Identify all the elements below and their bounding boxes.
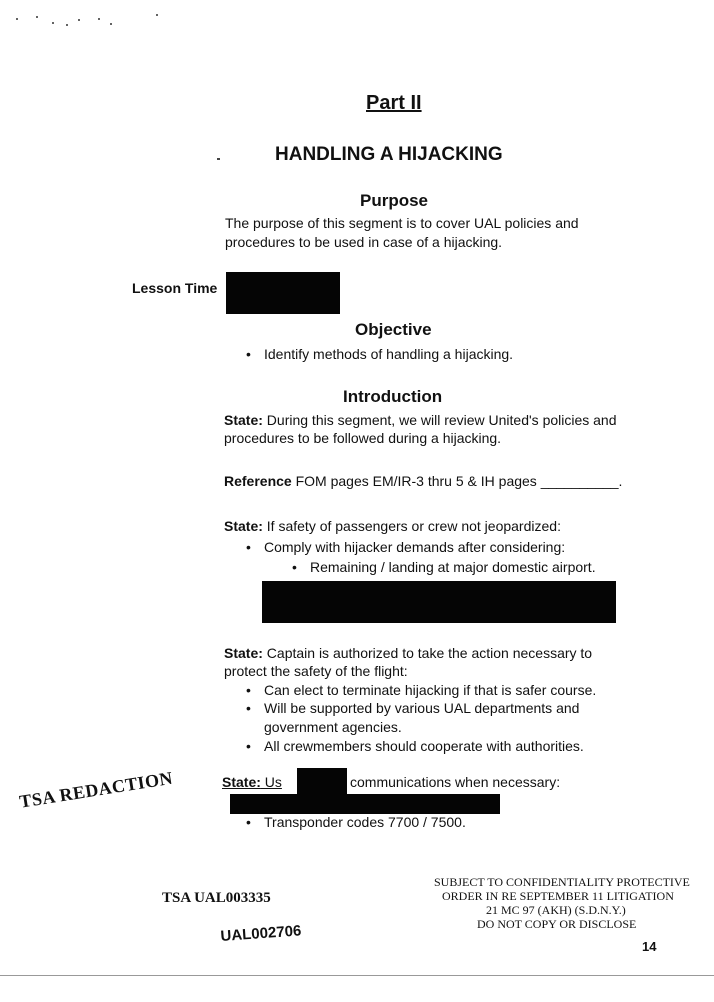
- state-label: State:: [224, 412, 263, 428]
- state-safety-line: [224, 518, 561, 534]
- bullet-dot-icon: •: [246, 700, 251, 716]
- introduction-heading: Introduction: [343, 387, 443, 406]
- lesson-time-redaction: [226, 272, 340, 314]
- captain-bullet-2-text: Will be supported by various UAL departments and: [264, 700, 580, 716]
- comply-bullet-text: Comply with hijacker demands after considering:: [264, 539, 566, 555]
- stray-mark: [217, 158, 220, 160]
- tsa-id-stamp: TSA UAL003335: [162, 890, 271, 906]
- scan-edge-line: [0, 975, 714, 976]
- reference-text: FOM pages EM/IR-3 thru 5 & IH pages __________.: [295, 473, 623, 489]
- state-captain-text: Captain is authorized to take the action necessary to: [262, 645, 593, 661]
- objective-heading: Objective: [355, 320, 432, 339]
- confidentiality-line-2: ORDER IN RE SEPTEMBER 11 LITIGATION: [442, 889, 674, 903]
- state-captain-line-2: protect the safety of the flight:: [224, 663, 408, 679]
- bullet-dot-icon: •: [246, 682, 251, 698]
- objective-bullet: [246, 346, 513, 362]
- captain-bullet-1: [246, 682, 596, 698]
- captain-bullet-2: [246, 700, 579, 716]
- reference-label: Reference: [224, 473, 292, 489]
- introduction-line-1: [224, 412, 617, 428]
- state-label: State:: [224, 518, 263, 534]
- bullet-dot-icon: •: [246, 814, 251, 830]
- part-title: Part II: [366, 92, 422, 114]
- ual-id-stamp: UAL002706: [220, 922, 302, 945]
- bullet-dot-icon: •: [246, 346, 251, 362]
- comm-inline-redaction: [297, 768, 347, 794]
- remaining-subbullet: [292, 559, 596, 575]
- comm-line-redaction: [230, 794, 500, 814]
- bullet-dot-icon: •: [246, 738, 251, 754]
- confidentiality-line-4: DO NOT COPY OR DISCLOSE: [477, 917, 637, 931]
- bullet-dot-icon: •: [292, 559, 297, 575]
- lesson-time-label: Lesson Time: [132, 280, 218, 296]
- captain-bullet-3: [246, 738, 584, 754]
- page-number: 14: [642, 939, 657, 954]
- confidentiality-line-3: 21 MC 97 (AKH) (S.D.N.Y.): [486, 903, 626, 917]
- captain-bullet-1-text: Can elect to terminate hijacking if that is safer course.: [264, 682, 597, 698]
- transponder-bullet-text: Transponder codes 7700 / 7500.: [264, 814, 466, 830]
- tsa-redaction-stamp: TSA REDACTION: [18, 767, 175, 812]
- state-label: State:: [222, 774, 261, 790]
- transponder-bullet: [246, 814, 466, 830]
- bullet-dot-icon: •: [246, 539, 251, 555]
- state-safety-text: If safety of passengers or crew not jeopardized:: [262, 518, 561, 534]
- introduction-line-2: procedures to be followed during a hijacking.: [224, 430, 502, 446]
- objective-bullet-text: Identify methods of handling a hijacking.: [264, 346, 514, 362]
- purpose-line-1: The purpose of this segment is to cover UAL policies and: [225, 215, 579, 231]
- state-comm-line: [222, 774, 282, 790]
- reference-line: [224, 473, 622, 489]
- state-comm-use: Us: [260, 774, 282, 790]
- captain-bullet-3-text: All crewmembers should cooperate with authorities.: [264, 738, 584, 754]
- remaining-subbullet-text: Remaining / landing at major domestic airport.: [310, 559, 596, 575]
- safety-redaction: [262, 581, 616, 623]
- captain-bullet-2-line-2: government agencies.: [264, 719, 402, 735]
- scan-specks: [14, 10, 174, 34]
- state-captain-line-1: [224, 645, 592, 661]
- purpose-line-2: procedures to be used in case of a hijacking.: [225, 234, 503, 250]
- state-comm-rest: communications when necessary:: [350, 774, 561, 790]
- introduction-text: During this segment, we will review United's policies and: [262, 412, 617, 428]
- main-title: HANDLING A HIJACKING: [275, 144, 503, 165]
- comply-bullet: [246, 539, 565, 555]
- state-label: State:: [224, 645, 263, 661]
- confidentiality-line-1: SUBJECT TO CONFIDENTIALITY PROTECTIVE: [434, 875, 690, 889]
- purpose-heading: Purpose: [360, 191, 429, 210]
